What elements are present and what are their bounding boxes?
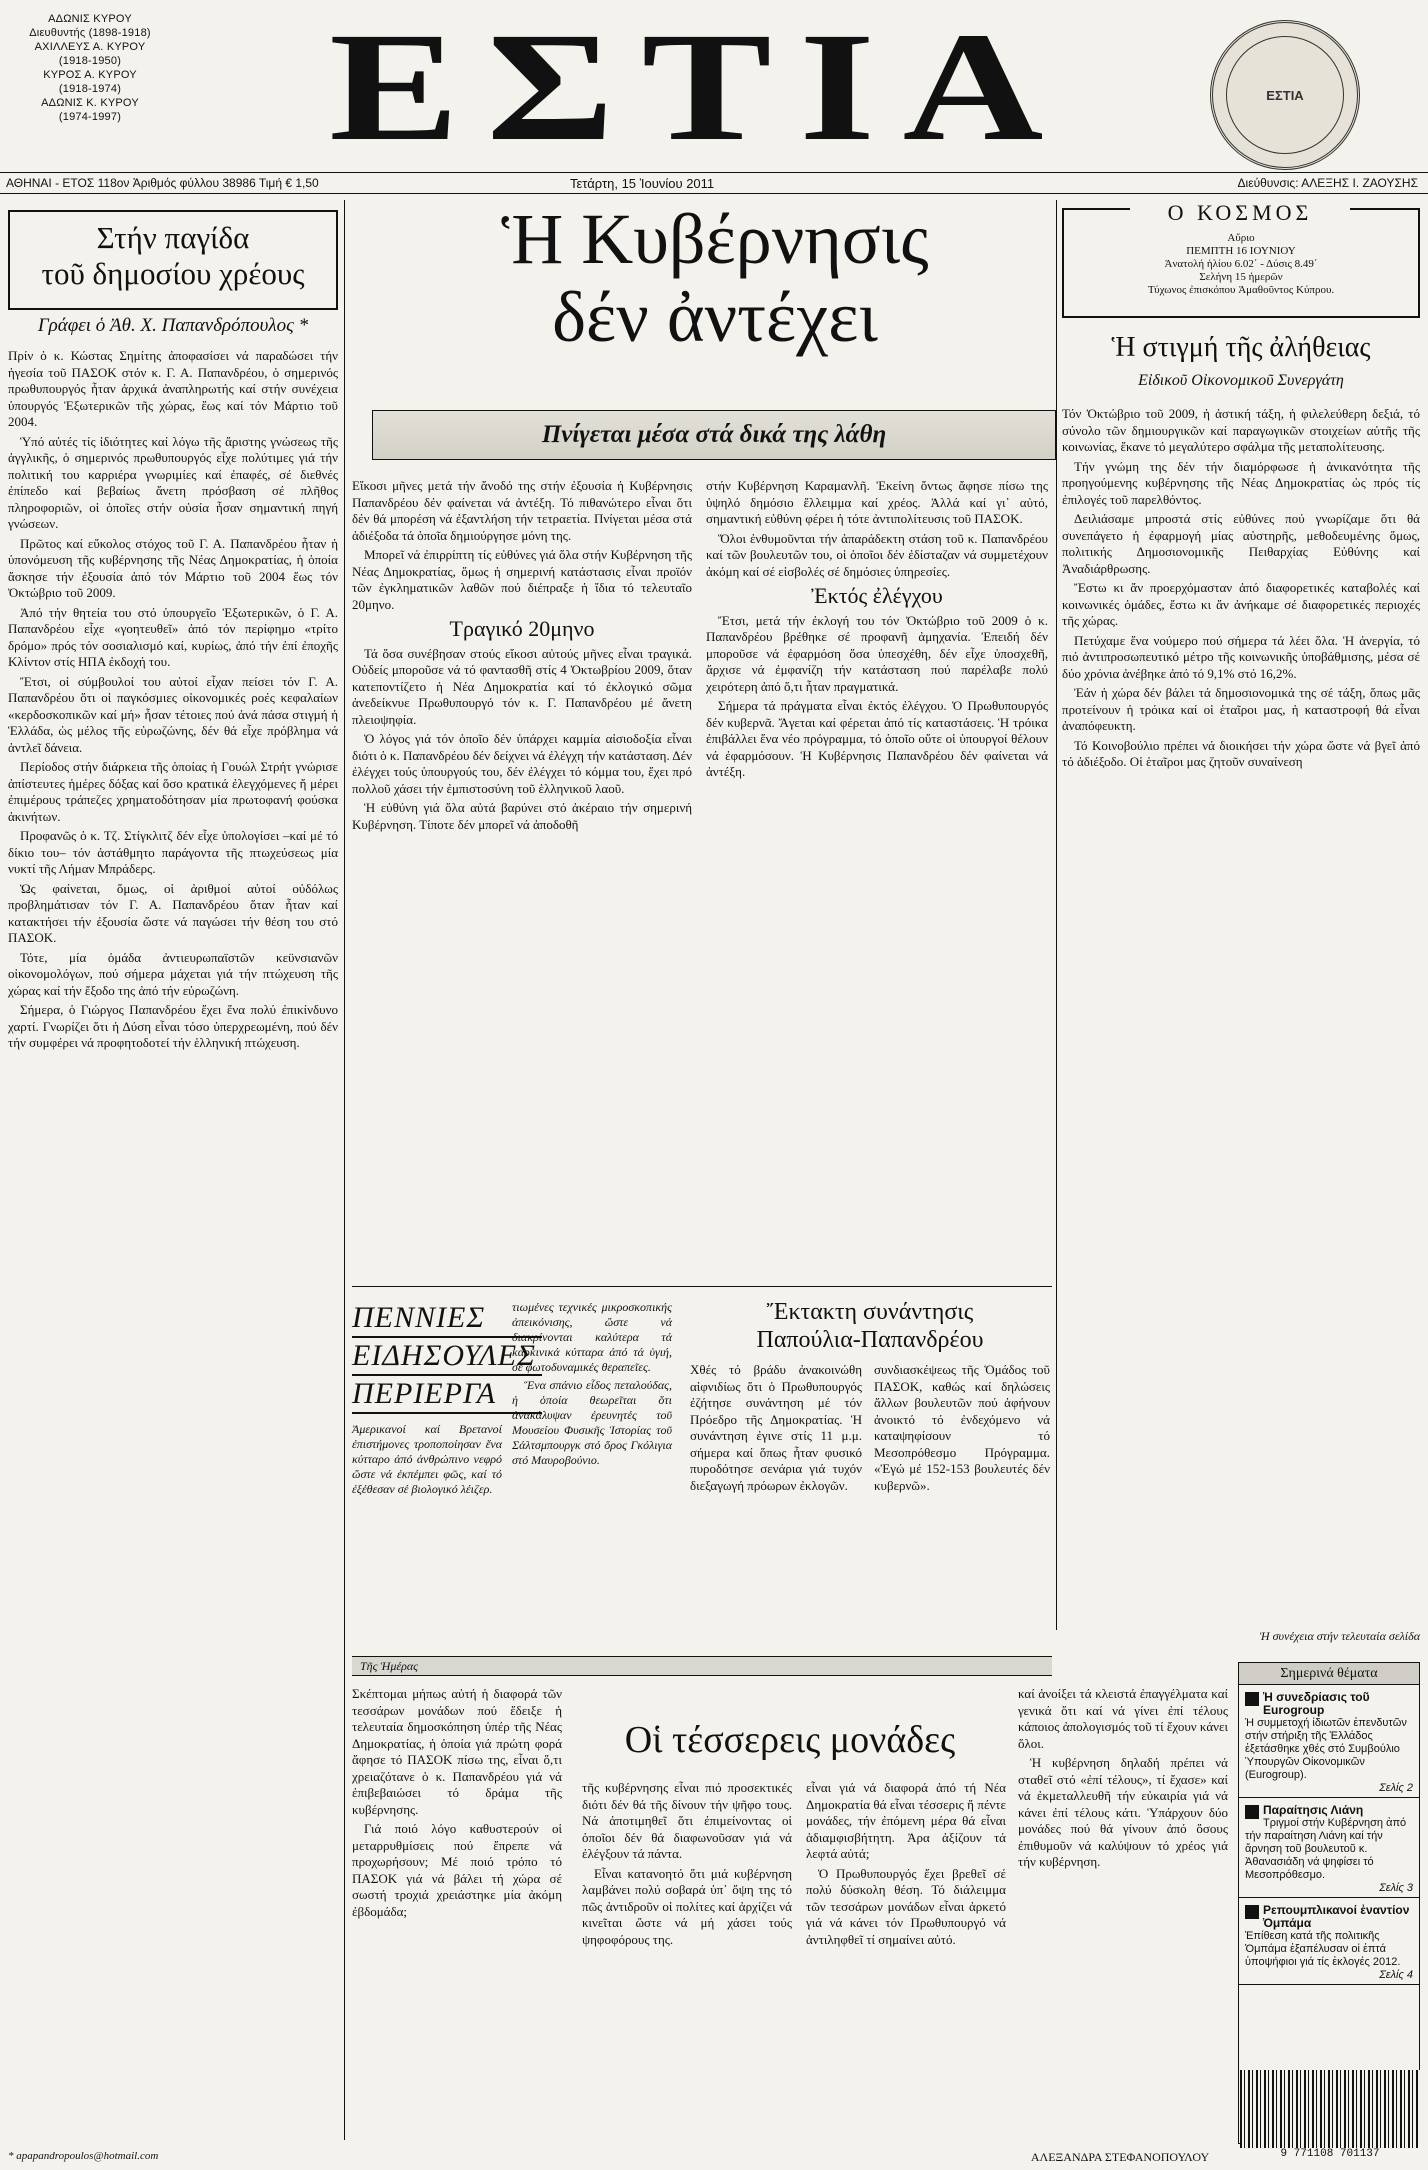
left-article-title-line: Στήν παγίδα [96, 220, 250, 255]
meeting-col1 [690, 1362, 862, 1642]
headline-line: Ἡ Κυβέρνησις [501, 199, 929, 279]
left-article-body [8, 348, 338, 2138]
right-article-body [1062, 406, 1420, 1606]
dateline-bar [0, 172, 1428, 194]
kosmos-title: Ο ΚΟΣΜΟΣ [1130, 200, 1350, 226]
paragraph: Προφανῶς ὁ κ. Τζ. Στίγκλιτζ δέν εἶχε ὑπολογίσει –καί μέ τό δίκιο του– τόν ἀστάθμητο παράγοντα τῆς πτωχεύσεως μία νυκτί τῆς Λήμαν Μπράδερς. [8, 828, 338, 876]
paragraph: Μπορεῖ νά ἐπιρρίπτη τίς εὐθύνες γιά ὅλα στήν Κυβέρνηση τῆς Νέας Δημοκρατίας, ὅμως ἡ σημερινή κατάστασις εἶναι προϊόν τῶν ἐγκληματικῶν λαθῶν πού διέπραξε ἡ ἴδια τό τελευταῖο 20μηνο. [352, 547, 692, 612]
founders-list [20, 12, 160, 124]
tis-imeras-signature: ΑΛΕΞΑΝΔΡΑ ΣΤΕΦΑΝΟΠΟΥΛΟΥ [1030, 2150, 1210, 2164]
topic-body: Ἐπίθεση κατά τῆς πολιτικῆς Ὀμπάμα ἐξαπέλυσαν οἱ ἑπτά ὑποψήφιοι γιά τίς ἐκλογές 2012. [1245, 1930, 1401, 1968]
paragraph: Ἐάν ἡ χώρα δέν βάλει τά δημοσιονομικά της σέ τάξη, ὅπως μᾶς προτείνουν ἡ τρόικα καί οἱ ἑταῖροι μας, ἡ καταστροφή θά εἶναι ἀναπόφευκτη. [1062, 685, 1420, 733]
kosmos-line: Ἀνατολή ἡλίου 6.02΄ - Δύσις 8.49΄ [1164, 258, 1318, 270]
paragraph: Ἀπό τήν θητεία του στό ὑπουργεῖο Ἐξωτερικῶν, ὁ Γ. Α. Παπανδρέου εἶχε «γοητευθεῖ» ἀπό τόν περίφημο «τρίτο δρόμο» πρός τόν σοσιαλισμό καί, κυρίως, ἀπό τήν ἐπί ἐποχῆς Κλίντον στίς ΗΠΑ ἐκδοχή του. [8, 604, 338, 669]
meeting-col2 [874, 1362, 1050, 1642]
paragraph: Ἡ εὐθύνη γιά ὅλα αὐτά βαρύνει στό ἀκέραιο τήν σημερινή Κυβέρνηση. Τίποτε δέν μπορεῖ νά ἀποδοθῆ [352, 800, 692, 832]
founder-line: Διευθυντής (1898-1918) [29, 27, 151, 39]
topic-body: Τριγμοί στήν Κυβέρνηση ἀπό τήν παραίτηση Λιάνη καί τήν ἄρνηση τοῦ βουλευτοῦ κ. Ἀθανασιάδη νά ψηφίσει τό Μεσοπρόθεσμο. [1245, 1817, 1407, 1881]
newspaper-masthead: ΕΣΤΙΑ [329, 0, 1071, 173]
paragraph: Ἔτσι, μετά τήν ἐκλογή του τόν Ὀκτώβριο τοῦ 2009 ὁ κ. Παπανδρέου βρέθηκε σέ προφανῆ ἀμηχανία. Ἐπειδή δέν μποροῦσε νά ἐφαρμόση ὅσα ὑπεσχέθη, δέν εἶχε ὑποσχεθῆ, ἄρχισε νά ἐμφανίζη τήν κατάσταση πού παρέλαβε πολύ χειρότερη ἀπό ὅ,τι ἦταν πραγματικά. [706, 612, 1048, 694]
main-subhead: Πνίγεται μέσα στά δικά της λάθη [372, 410, 1056, 460]
column-divider [1056, 200, 1057, 1630]
pennies-title-line: ΕΙΔΗΣΟΥΛΕΣ [352, 1338, 542, 1376]
section-title: Ἐκτός ἐλέγχου [811, 583, 943, 608]
paragraph: Τήν γνώμη της δέν τήν διαμόρφωσε ἡ ἀνικανότητα τῆς προηγούμενης κυβέρνησης τῆς Νέας Δημοκρατίας ὡς πρός τίς ἐπιλογές τοῦ παρελθόντος. [1062, 458, 1420, 507]
paragraph: Πετύχαμε ἕνα νούμερο πού σήμερα τά λέει ὅλα. Ἡ ἀνεργία, τό πιό ἀντιπροσωπευτικό μέτρο τῆς κοινωνικῆς ὑποβάθμισης, μέσα σέ δύο χρόνια ἀνέβηκε ἀπό τό 9,1% στό 16,2%. [1062, 632, 1420, 681]
topic-head: Παραίτησις Λιάνη [1263, 1803, 1364, 1817]
pennies-item: Ἀμερικανοί καί Βρετανοί ἐπιστήμονες τροποποίησαν ἕνα κύτταρο ἀπό ἀνθρώπινο νεφρό ὥστε νά ἐκπέμπει φῶς, καί τό ἐξέθεσαν σέ βιολογικό λέιζερ. [352, 1422, 502, 1496]
kosmos-line: Αὔριο [1227, 232, 1255, 244]
editor-info: Διεύθυνσις: ΑΛΕΞΗΣ Ι. ΖΑΟΥΣΗΣ [1237, 176, 1418, 190]
meeting-title-line: Παπούλια-Παπανδρέου [756, 1327, 984, 1353]
paragraph: συνδιασκέψεως τῆς Ὁμάδος τοῦ ΠΑΣΟΚ, καθώς καί δηλώσεις ἄλλων βουλευτῶν πού ἀφήνουν ἀνοικτό τό ἐνδεχόμενο νά καταψηφίσουν τό Μεσοπρόθεσμο Πρόγραμμα. «Ἐγώ μέ 152-153 βουλευτές δέν κυβερνῶ». [874, 1362, 1050, 1493]
topic-page: Σελίς 2 [1379, 1782, 1413, 1794]
founder-line: ΑΔΩΝΙΣ Κ. ΚΥΡΟΥ [41, 97, 139, 109]
pennies-title-line: ΠΕΡΙΕΡΓΑ [352, 1376, 542, 1414]
paragraph: Δειλιάσαμε μπροστά στίς εὐθύνες πού γνωρίζαμε ὅτι θά συνεπάγετο ἡ ἐφαρμογή μίας αὐστηρῆς, μεθοδευμένης ὅμως, πολιτικής Δημοσιονομικῆς Πειθαρχίας Εὐθύνης καί Ἀναδιάρθρωσης. [1062, 511, 1420, 576]
paragraph: καί ἀνοίξει τά κλειστά ἐπαγγέλματα καί γενικά ὅτι καί νά γίνει ἐπί τέλους κάποιος ἀπολογισμός τοῦ τί ἔχουν κάνει ὅλοι. [1018, 1686, 1228, 1751]
topic-head: Ἡ συνεδρίασις τοῦ Eurogroup [1263, 1690, 1370, 1717]
main-headline [370, 200, 1060, 356]
barcode-icon [1240, 2070, 1420, 2160]
bullet-square-icon [1245, 1692, 1259, 1706]
paragraph: Τότε, μία ὁμάδα ἀντιευρωπαϊστῶν κεϋνσιανῶν οἰκονομολόγων, πού σήμερα μάχεται γιά τήν πτώχευση τῆς χώρας καί τήν ἔξοδο της ἀπό τήν εὐρωζώνη. [8, 949, 338, 998]
founder-line: (1974-1997) [58, 111, 122, 123]
bullet-square-icon [1245, 1805, 1259, 1819]
paragraph: Πρῶτος καί εὔκολος στόχος τοῦ Γ. Α. Παπανδρέου ἦταν ἡ ὑπονόμευση τῆς κυβέρνησης τῆς Νέας Δημοκρατίας, ἡ ὁποία ἄσκησε τήν ἐξουσία ἀπό τόν Μάρτιο τοῦ 2004 ἕως τόν Ὀκτώβριο τοῦ 2009. [8, 535, 338, 600]
left-article-title-box [8, 210, 338, 310]
topic-item[interactable] [1239, 1685, 1419, 1798]
founder-line: (1918-1950) [58, 55, 122, 67]
tis-imeras-title: Οἱ τέσσερεις μονάδες [624, 1719, 956, 1761]
founder-line: ΚΥΡΟΣ Α. ΚΥΡΟΥ [43, 69, 137, 81]
paragraph: Εἴκοσι μῆνες μετά τήν ἄνοδό της στήν ἐξουσία ἡ Κυβέρνησις Παπανδρέου δέν φαίνεται νά ἀντέξη. Τό πιθανώτερο εἶναι ὅτι δέν θά μπορέση νά ἐξαντλήση τήν τετραετία. Πνίγεται μέσα στά ἀδιέξοδα τά ὁποῖα δημιούργησε μόνη της. [352, 478, 692, 543]
tis-imeras-col4 [1018, 1686, 1228, 2126]
athena-seal-icon [1210, 20, 1360, 170]
paragraph: Περίοδος στήν διάρκεια τῆς ὁποίας ἡ Γουώλ Στρήτ γνώρισε ἀπίστευτες ἡμέρες δόξας καί ὅσο κρατικά ἐλεγχόμενες ἤ μέρει ἐπιμέρους τράπεζες χρηματοδότησαν μία πρωτοφανή φούσκα ἀκινήτων. [8, 759, 338, 824]
meeting-title-line: Ἔκτακτη συνάντησις [766, 1299, 974, 1325]
issue-date: Τετάρτη, 15 Ἰουνίου 2011 [570, 175, 715, 191]
pennies-title-line: ΠΕΝΝΙΕΣ [352, 1300, 542, 1338]
paragraph: Σήμερα τά πράγματα εἶναι ἐκτός ἐλέγχου. Ὁ Πρωθυπουργός δέν κυβερνᾶ. Ἄγεται καί φέρεται ἀπό τίς καταστάσεις. Ἡ τρόικα ἐπιβάλλει ἕνα νέο πρόγραμμα, τό ὁποῖο οὔτε οἱ ὑπουργοί θέλουν νά ἐφαρμόσουν. Ἡ Κυβέρνησις Παπανδρέου δέν φαίνεται νά ἀντέξη. [706, 698, 1048, 779]
tis-imeras-col3 [806, 1780, 1006, 2130]
paragraph: Ὅλοι ἐνθυμοῦνται τήν ἀπαράδεκτη στάση τοῦ κ. Παπανδρέου καί τῶν βουλευτῶν του, οἱ ὁποῖοι δέν ἐδίσταζαν νά συμμετέχουν ἀκόμη καί σέ εἰσβολές σέ δημόσιες ὑπηρεσίες. [706, 530, 1048, 579]
paragraph: στήν Κυβέρνηση Καραμανλῆ. Ἐκείνη ὄντως ἄφησε πίσω της ὑψηλό δημόσιο ἔλλειμμα καί χρέος. Ἀλλά καί γι᾽ αὐτό, σημαντική εὐθύνη φέρει ἡ τότε ἀντιπολίτευσις τοῦ ΠΑΣΟΚ. [706, 478, 1048, 526]
kosmos-line: ΠΕΜΠΤΗ 16 ΙΟΥΝΙΟΥ [1186, 245, 1296, 257]
seal-label: ΕΣΤΙΑ [1226, 36, 1344, 154]
founder-line: ΑΔΩΝΙΣ ΚΥΡΟΥ [48, 13, 132, 25]
paragraph: Ὑπό αὐτές τίς ἰδιότητες καί λόγω τῆς ἄριστης γνώσεως τῆς ἀγγλικῆς, ὁ σημερινός πρωθυπουργός εἶχε πολύτιμες γιά τήν πολιτική του καρριέρα γνωριμίες καί ἐπαφές, σέ διεθνές ἐπίπεδο καί βεβαίως ἄνετη πρόσβαση σέ πλῆθος πληροφοριῶν, οἱ ὁποῖες στήν οὐσία ἦσαν σημαντική πηγή γνώσεων. [8, 433, 338, 531]
column-divider [344, 200, 345, 2140]
bullet-square-icon [1245, 1905, 1259, 1919]
left-article-title-line: τοῦ δημοσίου χρέους [41, 256, 305, 291]
founder-line: ΑΧΙΛΛΕΥΣ Α. ΚΥΡΟΥ [34, 41, 146, 53]
paragraph: Ὁ Πρωθυπουργός ἔχει βρεθεῖ σέ πολύ δύσκολη θέση. Τό διάλειμμα τῶν τεσσάρων μονάδων εἶναι ἀρκετό γιά νά κάνει τόν Πρωθυπουργό νά ἀντιληφθεῖ τί σημαίνει αὐτό. [806, 1865, 1006, 1947]
paragraph: Ὁ λόγος γιά τόν ὁποῖο δέν ὑπάρχει καμμία αἰσιοδοξία εἶναι διότι ὁ κ. Παπανδρέου δέν δείχνει νά ἐλέγχη τήν κατάσταση. Δέν ἐλέγχει τούς ὑπουργούς του, δέν ἐλέγχει τό κόμμα του, ἔχει πρό πολλοῦ χάσει τήν ἐμπιστοσύνη τοῦ ἑλληνικοῦ λαοῦ. [352, 731, 692, 796]
paragraph: Τόν Ὀκτώβριο τοῦ 2009, ἡ ἀστική τάξη, ἡ φιλελεύθερη δεξιά, τό σύνολο τῶν δημιουργικῶν καί παραγωγικῶν στοιχείων αὐτῆς τῆς κοινωνίας, ἔκανε τό μεγαλύτερο σφάλμα τῆς μεταπολίτευσης. [1062, 406, 1420, 454]
kosmos-line: Σελήνη 15 ἡμερῶν [1199, 271, 1283, 283]
paragraph: Τά ὅσα συνέβησαν στούς εἴκοσι αὐτούς μῆνες εἶναι τραγικά. Οὐδείς μποροῦσε νά τό φαντασθῆ στίς 4 Ὀκτωβρίου 2009, ὅταν κατεποντίζετο ἡ Νέα Δημοκρατία καί τό ἐκλογικό σῶμα ἀνεδείκνυε Πρωθυπουργό τόν κ. Γ. Παπανδρέου μέ ἄνετη πλειοψηφία. [352, 645, 692, 727]
tis-imeras-label: Τῆς Ἡμέρας [352, 1656, 1052, 1676]
paragraph: Χθές τό βράδυ ἀνακοινώθη αἰφνιδίως ὅτι ὁ Πρωθυπουργός ἐζήτησε συνάντηση μέ τόν Πρόεδρο τῆς Δημοκρατίας. Ἡ συνάντηση ἐγινε στίς 11 μ.μ. σήμερα καί ὅπως ἦταν φυσικό πυροδότησε σενάρια γιά τυχόν διεξαγωγή πρόωρων ἐκλογῶν. [690, 1362, 862, 1493]
paragraph: Σήμερα, ὁ Γιώργος Παπανδρέου ἔχει ἕνα πολύ ἐπικίνδυνο χαρτί. Γνωρίζει ὅτι ἡ Δύση εἶναι τόσο ὑπερχρεωμένη, πού δέν τήν συμφέρει νά προφητοδοτεί τήν ἑλληνική πτώχευση. [8, 1002, 338, 1050]
barcode-number: 9 771108 701137 [1240, 2148, 1420, 2160]
pennies-item: τιωμένες τεχνικές μικροσκοπικής ἀπεικόνισης, ὥστε νά διακρίνονται καλύτερα τά καρκινικά κύτταρα ἀπό τά ὑγιή, σέ φωτοδυναμικές θεραπεῖες. [512, 1300, 672, 1374]
paragraph: Ἔτσι, οἱ σύμβουλοί του αὐτοί εἶχαν πείσει τόν Γ. Α. Παπανδρέου ὅτι οἱ παγκόσμιες οἰκονομικές ροές κεφαλαίων «κερδοσκοπικῶν καί μή» ἦσαν τέτοιες πού ἀνά πάσα στιγμή ἡ Ἑλλάδα, ὡς μέλος τῆς εὐρωζώνης, δέν θά εἶχε πρόβλημα νά ἀντλεῖ δάνεια. [8, 673, 338, 755]
section-title: Τραγικό 20μηνο [449, 616, 595, 641]
paragraph: Ἡ κυβέρνηση δηλαδή πρέπει νά σταθεῖ στό «ἐπί τέλους», τί ἔχασε» καί νά ἐκμεταλλευθῆ τήν εὐκαιρία γιά νά κάνει ἐπί τέλους κάτι. Ὑπάρχουν δύο μονάδες πού θά γίνουν ἀπό ὅσους ἐπιθυμοῦν νά καλύψουν τό χρέος γιά τήν κυβέρνηση. [1018, 1755, 1228, 1869]
right-article-title: Ἡ στιγμή τῆς ἀλήθειας [1111, 332, 1371, 363]
topic-body: Ἡ συμμετοχή ἰδιωτῶν ἐπενδυτῶν στήν στήριξη τῆς Ἑλλάδος ἐξετάσθηκε χθές στό Συμβούλιο Ὑπουργῶν Οἰκονομικῶν (Eurogroup). [1245, 1717, 1407, 1781]
kosmos-line: Τύχωνος ἐπισκόπου Ἀμαθοῦντος Κύπρου. [1147, 284, 1335, 296]
paragraph: Ἔστω κι ἄν προερχόμασταν ἀπό διαφορετικές καταβολές καί κοινωνικές ὁμάδες, ἔστω κι ἄν ἀνήκαμε σέ διαφορετικές περιοχές τῆς χώρας. [1062, 580, 1420, 628]
issue-info: ΑΘΗΝΑΙ - ΕΤΟΣ 118ον Ἀριθμός φύλλου 38986 Τιμή € 1,50 [6, 176, 319, 190]
paragraph: Πρίν ὁ κ. Κώστας Σημίτης ἀποφασίσει νά παραδώσει τήν ἡγεσία τοῦ ΠΑΣΟΚ στόν κ. Γ. Α. Παπανδρέου, ὁ σημερινός πρωθυπουργός ἦταν ἀρχικά ἀναπληρωτής καί στήν συνέχεια ὑπουργός Ἐξωτερικῶν τῆς χώρας, ἕως καί τόν Μάρτιο τοῦ 2004. [8, 348, 338, 429]
todays-topics-title: Σημερινά θέματα [1239, 1663, 1419, 1685]
paragraph: Σκέπτομαι μήπως αὐτή ἡ διαφορά τῶν τεσσάρων μονάδων πού ἔδειξε ἡ τελευταία δημοσκόπηση ὑπέρ τῆς Νέας Δημοκρατίας, ἡ ὁποία γιά πρώτη φορά ἄφησε τό ΠΑΣΟΚ πίσω της, εἶναι ὅ,τι χρειαζότανε ὁ κ. Παπανδρέου γιά νά ἐπιβεβαιώσει τό δράμα τῆς κυβέρνησης. [352, 1686, 562, 1817]
author-email: * apapandropoulos@hotmail.com [8, 2150, 159, 2162]
paragraph: Τό Κοινοβούλιο πρέπει νά διοικήσει τήν χώρα ὥστε νά βγεῖ ἀπό τό ἀδιέξοδο. Οἱ ἑταῖροι μας ζητοῦν συναίνεση [1062, 737, 1420, 769]
main-article-col1 [352, 478, 692, 1268]
paragraph: Γιά ποιό λόγο καθυστερούν οἱ μεταρρυθμίσεις πού ἔπρεπε νά προχωρήσουν; Μέ ποιό τρόπο τό ΠΑΣΟΚ γιά νά βάλει τή χώρα σέ σωστή τροχιά χρειάστηκε μία ἀκόμη ἐβδομάδα; [352, 1821, 562, 1919]
topic-head: Ρεπουμπλικανοί ἐναντίον Ὀμπάμα [1263, 1903, 1410, 1930]
meeting-headline [690, 1298, 1050, 1354]
left-article-byline: Γράφει ὁ Ἀθ. Χ. Παπανδρόπουλος * [37, 315, 309, 336]
pennies-items [352, 1422, 502, 1497]
tis-imeras-col2 [582, 1780, 792, 2130]
paragraph: Ὡς φαίνεται, ὅμως, οἱ ἀριθμοί αὐτοί οὐδόλως προβλημάτισαν τόν Γ. Α. Παπανδρέου ὅταν ἦταν καί κατακτήσει τήν ἐξουσία ὥστε νά παγώσει τήν θέση του στό ΠΑΣΟΚ. [8, 880, 338, 945]
topic-page: Σελίς 4 [1379, 1969, 1413, 1981]
topic-item[interactable] [1239, 1798, 1419, 1898]
paragraph: τῆς κυβέρνησης εἶναι πιό προσεκτικές διότι δέν θά τῆς δίνουν τήν ψῆφο τους. Νά ἀποτιμηθεῖ ὅτι ἐπιμείνοντας οἱ ὁποῖοι δέν θά διαφωνοῦσαν γιά νά ἐλέγξουν τά πάντα. [582, 1780, 792, 1861]
tis-imeras-col1 [352, 1686, 562, 2126]
topic-page: Σελίς 3 [1379, 1882, 1413, 1894]
founder-line: (1918-1974) [58, 83, 122, 95]
headline-line: δέν ἀντέχει [552, 277, 878, 357]
paragraph: Εἶναι κατανοητό ὅτι μιά κυβέρνηση λαμβάνει πολύ σοβαρά ὑπ᾽ ὄψη της τό πῶς ἀντιδροῦν οἱ πολίτες καί ἀρχίζει νά κινεῖται ὥστε νά μή χάσει τούς ψηφοφόρους της. [582, 1865, 792, 1947]
right-article-byline: Εἰδικοῦ Οἰκονομικοῦ Συνεργάτη [1138, 372, 1344, 389]
continuation-note: Ἡ συνέχεια στήν τελευταία σελίδα [1259, 1629, 1420, 1643]
main-article-col2 [706, 478, 1048, 1268]
paragraph: εἶναι γιά νά διαφορά ἀπό τή Νέα Δημοκρατία θά εἶναι τέσσερις ἤ πέντε μονάδες, τήν ἐπόμενη μέρα θά εἶναι ἀδιαμφισβήτητη. Ἀρα ἀξίζουν τά λεφτά αὐτά; [806, 1780, 1006, 1861]
horizontal-rule [352, 1286, 1052, 1287]
pennies-item: Ἕνα σπάνιο εἶδος πεταλούδας, ἡ ὁποία θεωρεῖται ὅτι ἀνακάλυψαν ἐρευνητές τοῦ Μουσείου Φυσικῆς Ἱστορίας τοῦ Σάλτσμπουργκ στό ὄρος Γκόλιγια στό Μαυροβούνιο. [512, 1378, 672, 1467]
topic-item[interactable] [1239, 1898, 1419, 1985]
pennies-col2 [512, 1300, 672, 1471]
